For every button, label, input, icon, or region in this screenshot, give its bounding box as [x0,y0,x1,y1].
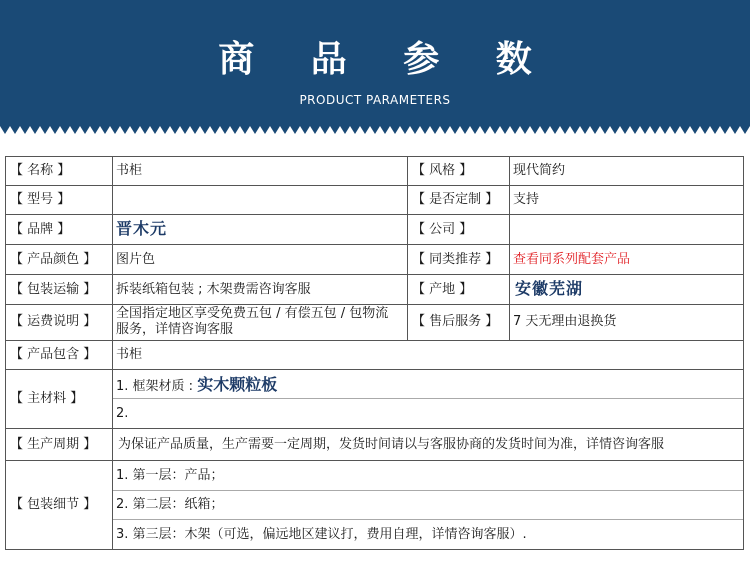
freight-value-line1: 全国指定地区享受免费五包 / 有偿五包 / 包物流 [116,306,389,321]
origin-label: 【 产地 】 [412,282,473,297]
packdetail-item2: 2. 第二层：纸箱； [116,497,224,512]
freight-value-line2: 服务，详情咨询客服 [116,322,234,337]
style-label: 【 风格 】 [412,163,473,178]
packdetail-item1: 1. 第一层：产品； [116,468,224,483]
freight-label: 【 运费说明 】 [10,314,97,329]
company-label: 【 公司 】 [412,222,473,237]
name-value: 书柜 [116,163,143,178]
zigzag-divider [0,122,750,136]
model-label: 【 型号 】 [10,192,71,207]
name-label: 【 名称 】 [10,163,71,178]
material-item1-prefix: 1. 框架材质 : [116,379,194,394]
color-value: 图片色 [116,252,156,267]
cycle-value: 为保证产品质量，生产需要一定周期，发货时间请以与客服协商的发货时间为准，详情咨询客服 [118,437,665,452]
brand-label: 【 品牌 】 [10,222,71,237]
aftersale-label: 【 售后服务 】 [412,314,499,329]
recommend-label: 【 同类推荐 】 [412,252,499,267]
material-item1-value: 实木颗粒板 [197,375,278,394]
includes-value: 书柜 [116,347,143,362]
packdetail-item3: 3. 第三层：木架（可选，偏远地区建议打，费用自理，详情咨询客服）. [116,527,527,542]
color-label: 【 产品颜色 】 [10,252,97,267]
recommend-link[interactable]: 查看同系列配套产品 [513,252,631,267]
packdetail-label: 【 包装细节 】 [10,497,97,512]
style-value: 现代简约 [513,163,566,178]
cycle-label: 【 生产周期 】 [10,437,97,452]
custom-label: 【 是否定制 】 [412,192,499,207]
page-title: 商 品 参 数 [218,39,554,80]
aftersale-value: 7 天无理由退换货 [513,314,617,329]
material-item1 [116,377,277,395]
header-banner [0,0,750,124]
origin-value: 安徽芜湖 [515,279,584,298]
packing-value: 拆装纸箱包装 ; 木架费需咨询客服 [116,282,311,297]
brand-value: 晋木元 [116,219,168,238]
custom-value: 支持 [513,192,540,207]
page-subtitle: PRODUCT PARAMETERS [299,93,451,107]
includes-label: 【 产品包含 】 [10,347,97,362]
material-label: 【 主材料 】 [10,391,84,406]
packing-label: 【 包装运输 】 [10,282,97,297]
material-item2: 2. [116,406,129,421]
